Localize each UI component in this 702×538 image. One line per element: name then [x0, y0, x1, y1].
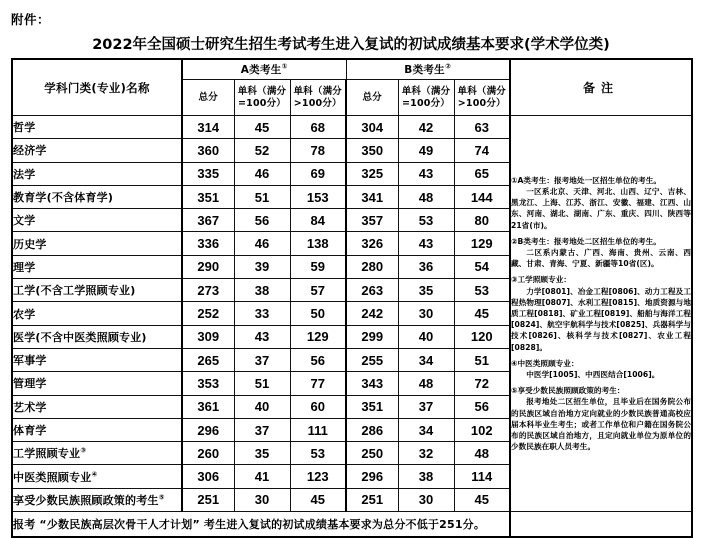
header-b-single-gt100-line1: 单科（满分 — [457, 85, 507, 97]
row-subject-label: 中医类照顾专业 — [13, 470, 92, 484]
header-group-b — [346, 59, 510, 80]
cell-a-single-gt100: 56 — [290, 348, 346, 371]
cell-a-total: 353 — [182, 372, 234, 395]
cell-a-single-eq100: 37 — [234, 348, 290, 371]
score-table — [11, 58, 693, 538]
cell-b-total: 304 — [346, 116, 398, 139]
cell-a-total: 265 — [182, 348, 234, 371]
remark-note-heading: ②B类考生：报考地处二区招生单位的考生。 — [511, 236, 661, 246]
cell-a-single-eq100: 51 — [234, 372, 290, 395]
cell-b-total: 325 — [346, 162, 398, 185]
cell-a-total: 296 — [182, 418, 234, 441]
row-subject-name — [12, 418, 182, 441]
cell-a-single-eq100: 33 — [234, 302, 290, 325]
cell-b-single-gt100: 129 — [454, 232, 510, 255]
header-a-single-gt100-line2: >100分） — [293, 97, 342, 109]
row-subject-name — [12, 255, 182, 278]
cell-b-single-eq100: 37 — [398, 395, 454, 418]
cell-b-single-eq100: 48 — [398, 185, 454, 208]
cell-b-single-eq100: 32 — [398, 442, 454, 465]
remark-note-heading: ④中医类照顾专业： — [511, 358, 579, 368]
cell-b-single-eq100: 38 — [398, 465, 454, 488]
cell-a-single-gt100: 57 — [290, 279, 346, 302]
cell-b-total: 255 — [346, 348, 398, 371]
row-subject-label: 工学照顾专业 — [13, 447, 81, 461]
header-b-total: 总分 — [346, 80, 398, 116]
cell-b-single-gt100: 65 — [454, 162, 510, 185]
cell-a-single-eq100: 35 — [234, 442, 290, 465]
cell-b-single-gt100: 51 — [454, 348, 510, 371]
cell-b-single-eq100: 48 — [398, 372, 454, 395]
cell-a-single-eq100: 38 — [234, 279, 290, 302]
score-table-wrapper — [11, 58, 691, 538]
cell-b-total: 280 — [346, 255, 398, 278]
header-a-total: 总分 — [182, 80, 234, 116]
cell-a-total: 336 — [182, 232, 234, 255]
cell-a-total: 306 — [182, 465, 234, 488]
cell-b-total: 242 — [346, 302, 398, 325]
row-subject-label: 体育学 — [13, 424, 47, 437]
header-b-single-gt100-line2: >100分） — [457, 97, 506, 109]
header-group-a — [182, 59, 346, 80]
cell-a-total: 314 — [182, 116, 234, 139]
remark-note-heading: ①A类考生：报考地处一区招生单位的考生。 — [511, 175, 662, 185]
row-subject-name — [12, 302, 182, 325]
cell-a-single-eq100: 41 — [234, 465, 290, 488]
cell-b-single-gt100: 72 — [454, 372, 510, 395]
row-subject-label: 历史学 — [13, 237, 47, 251]
cell-a-total: 252 — [182, 302, 234, 325]
cell-a-total: 260 — [182, 442, 234, 465]
remark-note-body: 一区系北京、天津、河北、山西、辽宁、吉林、黑龙江、上海、江苏、浙江、安徽、福建、江西、山东、河南、湖北、湖南、广东、重庆、四川、陕西等21省(市)。 — [511, 186, 692, 230]
cell-a-total: 367 — [182, 209, 234, 232]
row-footnote-marker: ③ — [80, 446, 87, 455]
header-group-b-label: B类考生 — [404, 64, 445, 76]
cell-a-single-eq100: 37 — [234, 418, 290, 441]
cell-a-single-eq100: 45 — [234, 116, 290, 139]
cell-b-total: 350 — [346, 139, 398, 162]
cell-b-total: 250 — [346, 442, 398, 465]
remark-note-heading: ③工学照顾专业： — [511, 275, 572, 285]
cell-b-single-gt100: 45 — [454, 488, 510, 511]
cell-a-single-gt100: 84 — [290, 209, 346, 232]
cell-a-single-eq100: 51 — [234, 185, 290, 208]
cell-a-total: 251 — [182, 488, 234, 511]
remark-note-body: 二区系内蒙古、广西、海南、贵州、云南、西藏、甘肃、青海、宁夏、新疆等10省(区)。 — [511, 247, 692, 269]
row-subject-name — [12, 442, 182, 465]
footnote-row — [12, 512, 692, 538]
cell-a-single-gt100: 59 — [290, 255, 346, 278]
header-a-single-eq100-line2: =100分） — [238, 97, 286, 109]
cell-a-single-gt100: 45 — [290, 488, 346, 511]
cell-a-single-gt100: 153 — [290, 185, 346, 208]
remark-note — [511, 385, 691, 452]
row-subject-name — [12, 279, 182, 302]
cell-b-single-eq100: 43 — [398, 162, 454, 185]
cell-a-total: 335 — [182, 162, 234, 185]
row-subject-name — [12, 209, 182, 232]
row-subject-name — [12, 348, 182, 371]
remark-cell — [510, 116, 692, 512]
remark-note — [511, 175, 691, 231]
cell-a-single-eq100: 56 — [234, 209, 290, 232]
cell-a-total: 309 — [182, 325, 234, 348]
table-footnote: 报考 “少数民族高层次骨干人才计划” 考生进入复试的初试成绩基本要求为总分不低于251分。 — [12, 512, 510, 538]
row-subject-label: 工学(不含工学照顾专业) — [13, 284, 136, 298]
cell-a-total: 361 — [182, 395, 234, 418]
table-row — [12, 116, 692, 139]
cell-b-single-eq100: 30 — [398, 302, 454, 325]
row-subject-label: 军事学 — [13, 354, 47, 368]
cell-a-single-gt100: 77 — [290, 372, 346, 395]
remark-note-heading: ⑤享受少数民族照顾政策的考生： — [511, 386, 625, 396]
row-subject-label: 理学 — [13, 260, 36, 274]
cell-a-single-eq100: 30 — [234, 488, 290, 511]
header-b-single-eq100-line2: =100分） — [402, 97, 450, 109]
remark-note-body: 报考地处二区招生单位，且毕业后在国务院公布的民族区域自治地方定向就业的少数民族普通高校应届本科毕业生考生；或者工作单位和户籍在国务院公布的民族区域自治地方，且定向就业单位为原单位的少数民族在职人员考生。 — [511, 397, 692, 452]
row-subject-label: 文学 — [13, 214, 36, 228]
row-subject-name — [12, 162, 182, 185]
cell-b-single-gt100: 102 — [454, 418, 510, 441]
cell-b-single-eq100: 34 — [398, 348, 454, 371]
row-subject-name — [12, 488, 182, 511]
cell-b-single-gt100: 48 — [454, 442, 510, 465]
cell-a-single-eq100: 39 — [234, 255, 290, 278]
row-subject-name — [12, 139, 182, 162]
cell-a-single-gt100: 68 — [290, 116, 346, 139]
header-a-single-gt100 — [290, 80, 346, 116]
cell-b-single-eq100: 40 — [398, 325, 454, 348]
row-subject-label: 哲学 — [13, 121, 36, 135]
cell-a-single-gt100: 78 — [290, 139, 346, 162]
table-body — [12, 116, 692, 538]
cell-b-single-gt100: 74 — [454, 139, 510, 162]
remark-note — [511, 358, 691, 380]
cell-b-total: 296 — [346, 465, 398, 488]
cell-b-single-gt100: 120 — [454, 325, 510, 348]
cell-b-single-eq100: 35 — [398, 279, 454, 302]
header-b-single-eq100 — [398, 80, 454, 116]
remark-note — [511, 274, 691, 352]
cell-b-total: 251 — [346, 488, 398, 511]
cell-a-single-gt100: 111 — [290, 418, 346, 441]
row-subject-name — [12, 465, 182, 488]
cell-a-single-eq100: 43 — [234, 325, 290, 348]
row-subject-label: 享受少数民族照顾政策的考生 — [13, 493, 159, 507]
row-subject-label: 法学 — [13, 167, 36, 181]
cell-b-single-gt100: 56 — [454, 395, 510, 418]
cell-a-single-eq100: 40 — [234, 395, 290, 418]
cell-a-single-gt100: 53 — [290, 442, 346, 465]
cell-b-total: 357 — [346, 209, 398, 232]
table-header-row-1 — [12, 59, 692, 80]
cell-a-single-gt100: 50 — [290, 302, 346, 325]
row-subject-name — [12, 232, 182, 255]
header-remark: 备注 — [510, 59, 692, 116]
row-subject-label: 农学 — [13, 307, 36, 321]
cell-b-total: 286 — [346, 418, 398, 441]
cell-b-single-gt100: 80 — [454, 209, 510, 232]
row-subject-label: 经济学 — [13, 144, 47, 158]
row-subject-label: 教育学(不含体育学) — [13, 191, 114, 205]
cell-b-single-eq100: 36 — [398, 255, 454, 278]
cell-a-single-eq100: 52 — [234, 139, 290, 162]
header-a-single-eq100 — [234, 80, 290, 116]
cell-b-total: 341 — [346, 185, 398, 208]
cell-a-total: 273 — [182, 279, 234, 302]
remark-note-body: 力学[0801]、冶金工程[0806]、动力工程及工程热物理[0807]、水利工程[0815]、地质资源与地质工程[0818]、矿业工程[0819]、船舶与海洋工程[0824]、航空宇航科学与技术[0825]、兵器科学与技术[0826]、核科学与技术[0827]、农业工程[0828]。 — [511, 286, 692, 352]
table-header — [12, 59, 692, 116]
cell-b-single-gt100: 144 — [454, 185, 510, 208]
header-group-b-footnote-marker: ② — [444, 62, 452, 71]
page-title: 2022年全国硕士研究生招生考试考生进入复试的初试成绩基本要求(学术学位类) — [92, 37, 610, 53]
header-group-a-footnote-marker: ① — [281, 62, 288, 71]
cell-a-single-gt100: 123 — [290, 465, 346, 488]
remark-note — [511, 236, 691, 270]
row-footnote-marker: ④ — [91, 469, 98, 478]
row-footnote-marker: ⑤ — [158, 493, 165, 502]
cell-b-single-eq100: 49 — [398, 139, 454, 162]
cell-a-single-gt100: 129 — [290, 325, 346, 348]
cell-b-single-eq100: 43 — [398, 232, 454, 255]
row-subject-label: 艺术学 — [13, 400, 47, 414]
row-subject-name — [12, 372, 182, 395]
header-group-a-label: A类考生 — [240, 64, 282, 76]
header-b-single-eq100-line1: 单科（满分 — [401, 85, 451, 97]
cell-b-total: 343 — [346, 372, 398, 395]
header-a-single-eq100-line1: 单科（满分 — [237, 85, 287, 97]
cell-b-single-gt100: 63 — [454, 116, 510, 139]
header-a-single-gt100-line1: 单科（满分 — [293, 85, 342, 97]
cell-b-single-gt100: 114 — [454, 465, 510, 488]
remark-note-body: 中医学[1005]、中西医结合[1006]。 — [526, 369, 660, 379]
header-b-single-gt100 — [454, 80, 510, 116]
cell-b-single-gt100: 54 — [454, 255, 510, 278]
cell-a-single-eq100: 46 — [234, 162, 290, 185]
cell-b-total: 263 — [346, 279, 398, 302]
cell-a-total: 290 — [182, 255, 234, 278]
cell-b-total: 351 — [346, 395, 398, 418]
cell-b-total: 326 — [346, 232, 398, 255]
cell-b-single-gt100: 45 — [454, 302, 510, 325]
attachment-label: 附件： — [11, 12, 51, 27]
cell-a-single-gt100: 138 — [290, 232, 346, 255]
cell-a-total: 360 — [182, 139, 234, 162]
header-subject: 学科门类(专业)名称 — [12, 59, 182, 116]
row-subject-name — [12, 185, 182, 208]
row-subject-label: 管理学 — [13, 377, 47, 391]
cell-b-single-eq100: 53 — [398, 209, 454, 232]
cell-a-single-eq100: 46 — [234, 232, 290, 255]
cell-b-single-eq100: 30 — [398, 488, 454, 511]
cell-b-single-eq100: 42 — [398, 116, 454, 139]
cell-b-single-eq100: 34 — [398, 418, 454, 441]
cell-b-total: 299 — [346, 325, 398, 348]
row-subject-name — [12, 325, 182, 348]
cell-b-single-gt100: 53 — [454, 279, 510, 302]
cell-a-single-gt100: 69 — [290, 162, 346, 185]
row-subject-name — [12, 395, 182, 418]
cell-a-total: 351 — [182, 185, 234, 208]
row-subject-name — [12, 116, 182, 139]
row-subject-label: 医学(不含中医类照顾专业) — [13, 330, 147, 344]
cell-a-single-gt100: 60 — [290, 395, 346, 418]
